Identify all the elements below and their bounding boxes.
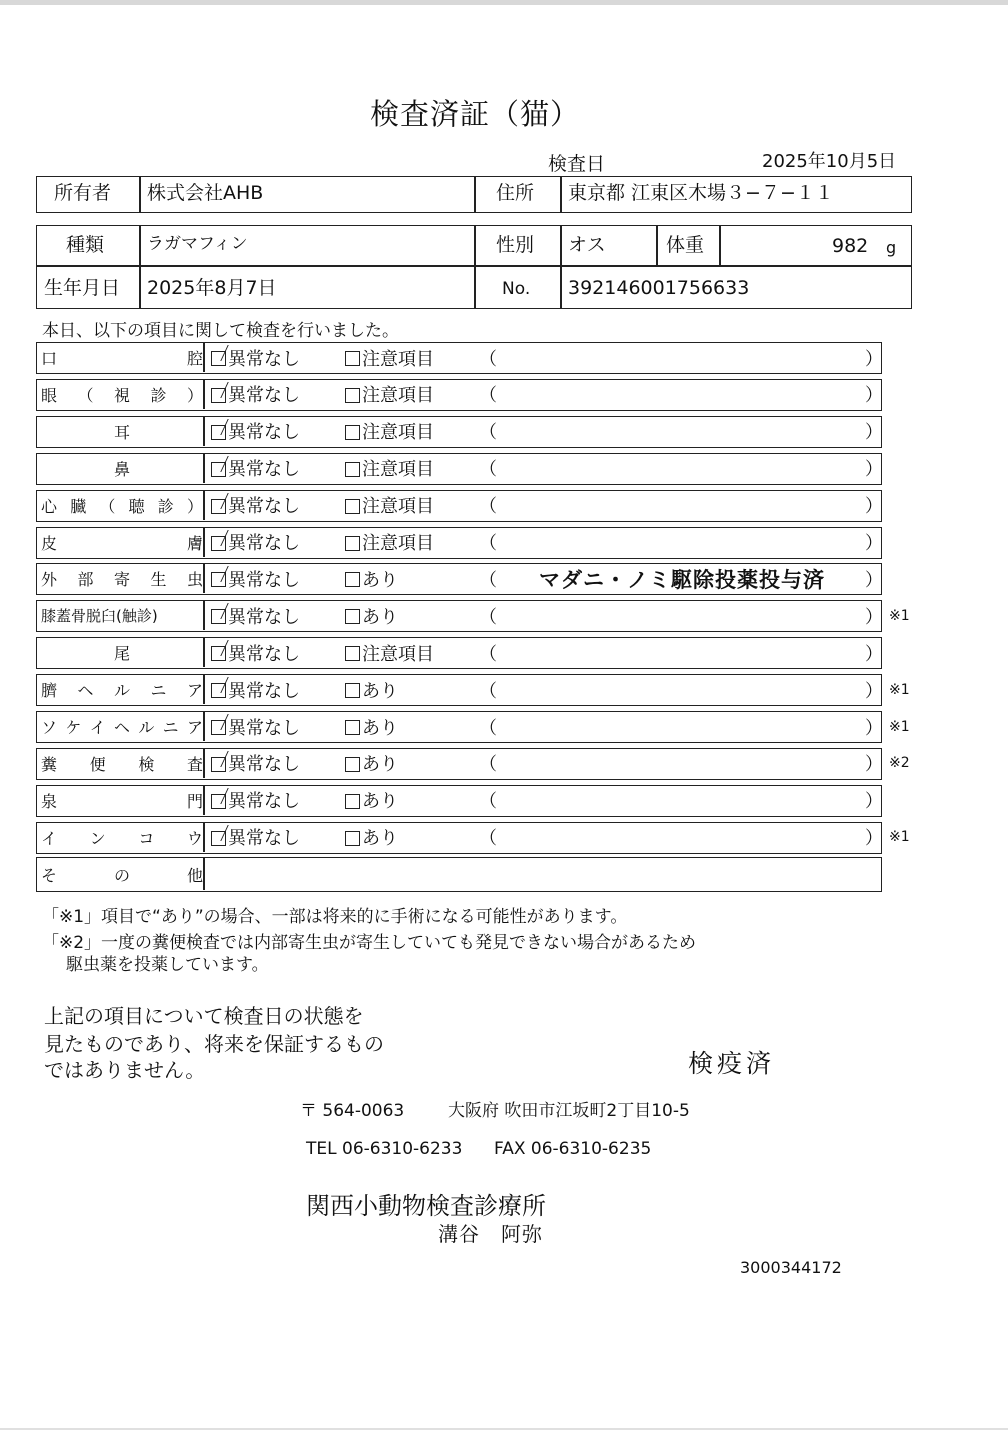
option-attention [345, 601, 398, 630]
row-label-char: ケ [65, 718, 82, 737]
row-label-char: 糞 [41, 754, 58, 774]
paren-open: （ [479, 533, 497, 554]
row-label [41, 380, 203, 409]
address-value: 東京都 江東区木場３−７−１１ [568, 182, 834, 204]
inspection-row [36, 527, 882, 559]
row-label-char: イ [41, 828, 58, 848]
row-label-char: 便 [89, 754, 106, 774]
footnote-2-line1: 「※2」一度の糞便検査では内部寄生虫が寄生していても発見できない場合があるため [42, 933, 697, 953]
row-label [41, 749, 203, 778]
row-label-char: 尾 [113, 644, 130, 664]
checked-box-icon [211, 388, 226, 403]
paren-open: （ [479, 606, 497, 628]
other-label-char: そ [41, 865, 58, 885]
option-normal [211, 417, 300, 446]
owner-value: 株式会社AHB [147, 182, 264, 204]
row-label-char: ン [89, 828, 106, 848]
row-divider [203, 417, 205, 446]
row-divider [203, 601, 205, 630]
inspection-row [36, 563, 882, 595]
option-normal [211, 454, 300, 483]
row-label-char: ソ [41, 718, 58, 737]
paren-close: ） [865, 459, 883, 481]
row-divider [203, 564, 205, 593]
row-label-char: イ [89, 718, 106, 737]
option-normal [211, 491, 300, 520]
row-divider [203, 823, 205, 852]
veterinarian-name: 溝谷 阿弥 [438, 1222, 543, 1246]
empty-box-icon [345, 609, 360, 624]
inspection-row [36, 453, 882, 485]
empty-box-icon [345, 572, 360, 587]
paren-open: （ [479, 569, 497, 591]
empty-box-icon [345, 499, 360, 514]
checked-box-icon [211, 609, 226, 624]
option-attention [345, 564, 398, 593]
option-attention [345, 712, 398, 741]
row-label-char: 虫 [186, 570, 203, 590]
no-label: No. [502, 279, 531, 299]
paren-close: ） [865, 496, 883, 518]
sex-value: オス [568, 234, 606, 256]
paren-close: ） [865, 606, 883, 628]
footnote-mark: ※1 [889, 607, 910, 624]
row-label-char: （ [99, 496, 116, 516]
other-label [41, 858, 203, 890]
row-label [41, 528, 203, 557]
row-label [41, 491, 203, 520]
option-normal-label: 異常なし [228, 422, 300, 444]
row-divider [203, 638, 205, 667]
option-attention-label: 注意項目 [362, 496, 434, 518]
row-label [41, 638, 203, 667]
row-label-char: 査 [186, 754, 203, 774]
row-label-char: 部 [77, 570, 94, 590]
breed-value: ラガマフィン [147, 234, 248, 254]
option-normal [211, 564, 300, 593]
row-label-char: 外 [41, 570, 58, 590]
row-label-char: ア [186, 681, 203, 701]
row-label-char: ル [113, 681, 130, 701]
birth-value: 2025年8月7日 [147, 277, 277, 299]
option-attention-label: 注意項目 [362, 385, 434, 407]
empty-box-icon [345, 536, 360, 551]
row-label [41, 823, 203, 852]
footnote-mark: ※1 [889, 829, 910, 846]
weight-unit: g [886, 238, 897, 257]
animal-info-divider [560, 225, 562, 309]
row-label-char: ア [186, 718, 203, 737]
inspection-row [36, 711, 910, 743]
option-attention-label: あり [362, 828, 398, 850]
option-normal [211, 823, 300, 852]
option-attention-label: 注意項目 [362, 533, 434, 554]
statement-line-2: 見たものであり、将来を保証するもの [44, 1032, 384, 1056]
checked-box-icon [211, 425, 226, 440]
option-normal [211, 712, 300, 741]
paren-open: （ [479, 385, 497, 407]
weight-value: 982 [832, 235, 869, 257]
row-divider [203, 343, 205, 372]
row-label-char: 眼 [41, 385, 58, 405]
other-label-char: の [113, 865, 130, 885]
option-normal [211, 638, 300, 667]
other-label-char: 他 [186, 865, 203, 885]
option-attention [345, 343, 434, 372]
row-label-char: ニ [162, 718, 179, 737]
serial-number: 3000344172 [740, 1258, 842, 1277]
paren-close: ） [865, 569, 883, 591]
footnote-1: 「※1」項目で“あり”の場合、一部は将来的に手術になる可能性があります。 [42, 907, 628, 927]
row-label-char: 検 [138, 754, 155, 774]
owner-divider [474, 176, 476, 213]
option-attention-label: 注意項目 [362, 459, 434, 481]
postal-code: 〒 564-0063 [300, 1101, 405, 1121]
checked-box-icon [211, 720, 226, 735]
animal-info-divider [474, 225, 476, 309]
inspection-row [36, 490, 882, 522]
owner-label: 所有者 [54, 182, 112, 204]
option-normal [211, 601, 300, 630]
option-normal-label: 異常なし [228, 717, 300, 739]
row-divider [203, 858, 205, 890]
scan-top-edge [0, 0, 1008, 5]
option-attention [345, 491, 434, 520]
row-divider [203, 712, 205, 741]
clinic-tel: TEL 06-6310-6233 [306, 1139, 463, 1159]
row-label-char: ウ [186, 828, 203, 848]
row-label-char: 膚 [186, 533, 203, 553]
option-normal-label: 異常なし [228, 569, 300, 591]
address-label: 住所 [496, 182, 535, 204]
row-label-char: 聴 [128, 496, 145, 516]
row-label-char: 心 [41, 496, 58, 516]
checked-box-icon [211, 351, 226, 366]
scan-bottom-edge [0, 1428, 1008, 1430]
row-label-char: 皮 [41, 533, 58, 553]
animal-info-divider [139, 225, 141, 309]
clinic-fax: FAX 06-6310-6235 [494, 1139, 652, 1159]
intro-text: 本日、以下の項目に関して検査を行いました。 [42, 321, 399, 341]
option-attention-label: あり [362, 606, 398, 628]
paren-close: ） [865, 643, 883, 665]
option-normal-label: 異常なし [228, 606, 300, 628]
checked-box-icon [211, 683, 226, 698]
row-label [41, 454, 203, 483]
row-label-char: ニ [150, 681, 167, 701]
option-normal-label: 異常なし [228, 791, 300, 813]
paren-close: ） [865, 533, 883, 554]
option-normal [211, 343, 300, 372]
footnote-mark: ※1 [889, 718, 910, 735]
quarantine-stamp: 検疫済 [688, 1049, 776, 1078]
option-normal [211, 786, 300, 815]
option-normal-label: 異常なし [228, 459, 300, 481]
empty-box-icon [345, 646, 360, 661]
no-value: 392146001756633 [568, 277, 750, 299]
empty-box-icon [345, 794, 360, 809]
row-label [41, 343, 203, 372]
option-normal [211, 749, 300, 778]
row-label-char: ） [186, 385, 203, 405]
inspection-row [36, 416, 882, 448]
row-label [41, 712, 203, 741]
row-label-char: 視 [113, 385, 130, 405]
option-normal [211, 380, 300, 409]
footnote-mark: ※1 [889, 681, 910, 698]
checked-box-icon [211, 757, 226, 772]
inspection-row [36, 674, 910, 706]
option-normal-label: 異常なし [228, 496, 300, 518]
row-divider [203, 454, 205, 483]
option-attention [345, 675, 398, 704]
statement-line-3: ではありません。 [44, 1058, 206, 1082]
inspection-row [36, 785, 882, 817]
paren-close: ） [865, 385, 883, 407]
row-label [41, 564, 203, 593]
option-attention-label: あり [362, 569, 398, 591]
row-label-char: 膝蓋骨脱臼(触診) [41, 607, 158, 626]
row-label-char: 生 [150, 570, 167, 590]
empty-box-icon [345, 425, 360, 440]
row-label-char: 寄 [113, 570, 130, 590]
row-label-char: ヘ [77, 681, 94, 701]
row-divider [203, 528, 205, 557]
empty-box-icon [345, 462, 360, 477]
inspection-row [36, 637, 882, 669]
option-normal-label: 異常なし [228, 348, 300, 370]
row-note: マダニ・ノミ駆除投薬投与済 [539, 567, 825, 592]
sex-label: 性別 [496, 234, 535, 256]
row-label [41, 675, 203, 704]
row-label-char: （ [77, 385, 94, 405]
option-attention-label: あり [362, 754, 398, 776]
page-title: 検査済証（猫） [369, 97, 580, 131]
paren-open: （ [479, 680, 497, 702]
exam-date-value: 2025年10月5日 [762, 151, 897, 172]
clinic-name: 関西小動物検査診療所 [306, 1192, 546, 1220]
birth-label: 生年月日 [44, 277, 121, 299]
checked-box-icon [211, 794, 226, 809]
footnote-mark: ※2 [889, 755, 910, 772]
option-attention-label: 注意項目 [362, 422, 434, 444]
paren-close: ） [865, 422, 883, 444]
checked-box-icon [211, 462, 226, 477]
row-label-char: コ [138, 828, 155, 848]
row-label-char: ヘ [113, 718, 130, 737]
inspection-row [36, 600, 910, 632]
row-divider [203, 380, 205, 409]
exam-date-label: 検査日 [548, 153, 606, 175]
breed-label: 種類 [66, 234, 105, 256]
option-attention-label: 注意項目 [362, 643, 434, 665]
paren-open: （ [479, 791, 497, 813]
option-attention-label: あり [362, 791, 398, 813]
row-label-char: ） [186, 496, 203, 516]
row-label-char: 口 [41, 349, 58, 368]
paren-open: （ [479, 828, 497, 850]
checked-box-icon [211, 536, 226, 551]
row-label [41, 786, 203, 815]
paren-open: （ [479, 422, 497, 444]
option-attention [345, 528, 434, 557]
row-label-char: 門 [186, 791, 203, 811]
option-attention [345, 823, 398, 852]
row-divider [203, 491, 205, 520]
row-divider [203, 749, 205, 778]
checked-box-icon [211, 831, 226, 846]
row-label-char: 臍 [41, 681, 58, 701]
inspection-row [36, 379, 882, 411]
option-attention-label: 注意項目 [362, 348, 434, 370]
paren-open: （ [479, 348, 497, 370]
row-label-char: 腔 [186, 349, 203, 368]
paren-close: ） [865, 754, 883, 776]
inspection-row [36, 342, 882, 374]
empty-box-icon [345, 720, 360, 735]
paren-close: ） [865, 680, 883, 702]
inspection-row [36, 748, 910, 780]
row-divider [203, 675, 205, 704]
option-normal-label: 異常なし [228, 533, 300, 554]
option-attention [345, 417, 434, 446]
other-row [36, 857, 882, 892]
option-normal-label: 異常なし [228, 385, 300, 407]
paren-open: （ [479, 643, 497, 665]
owner-divider [560, 176, 562, 213]
row-label-char: 診 [157, 496, 174, 516]
empty-box-icon [345, 351, 360, 366]
footnote-2-line2: 駆虫薬を投薬しています。 [66, 955, 269, 975]
checked-box-icon [211, 499, 226, 514]
option-normal-label: 異常なし [228, 680, 300, 702]
checked-box-icon [211, 572, 226, 587]
weight-label: 体重 [666, 234, 705, 256]
option-attention [345, 749, 398, 778]
option-normal-label: 異常なし [228, 828, 300, 850]
paren-close: ） [865, 717, 883, 739]
paren-open: （ [479, 754, 497, 776]
option-attention [345, 454, 434, 483]
animal-info-divider [719, 225, 721, 266]
row-label-char: 鼻 [113, 459, 130, 479]
paren-close: ） [865, 828, 883, 850]
empty-box-icon [345, 831, 360, 846]
paren-open: （ [479, 496, 497, 518]
option-attention [345, 786, 398, 815]
paren-open: （ [479, 717, 497, 739]
inspection-row [36, 822, 910, 854]
empty-box-icon [345, 757, 360, 772]
clinic-address: 大阪府 吹田市江坂町2丁目10-5 [448, 1101, 690, 1121]
option-attention [345, 638, 434, 667]
row-label-char: 臓 [70, 496, 87, 516]
row-label [41, 601, 203, 630]
statement-line-1: 上記の項目について検査日の状態を [44, 1004, 364, 1028]
paren-close: ） [865, 791, 883, 813]
row-label-char: 耳 [113, 422, 130, 442]
row-label-char: 診 [150, 385, 167, 405]
option-attention-label: あり [362, 680, 398, 702]
option-normal [211, 675, 300, 704]
row-divider [203, 786, 205, 815]
row-label-char: ル [138, 718, 155, 737]
option-normal [211, 528, 300, 557]
option-normal-label: 異常なし [228, 643, 300, 665]
empty-box-icon [345, 388, 360, 403]
paren-open: （ [479, 459, 497, 481]
checked-box-icon [211, 646, 226, 661]
option-normal-label: 異常なし [228, 754, 300, 776]
empty-box-icon [345, 683, 360, 698]
option-attention-label: あり [362, 717, 398, 739]
row-label-char: 泉 [41, 791, 58, 811]
row-label [41, 417, 203, 446]
paren-close: ） [865, 348, 883, 370]
animal-info-divider [656, 225, 658, 266]
owner-divider [139, 176, 141, 213]
option-attention [345, 380, 434, 409]
